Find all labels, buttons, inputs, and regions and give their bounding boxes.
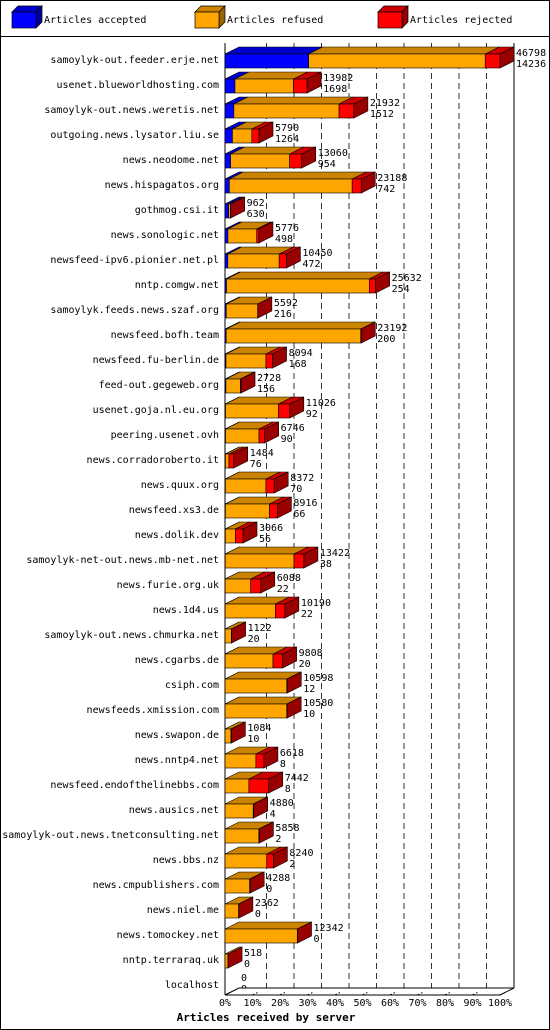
bar-segment xyxy=(225,879,250,893)
bar-segment xyxy=(269,504,277,518)
bar-segment xyxy=(225,629,231,643)
accepted-value-label: 0 xyxy=(266,884,273,895)
bar-segment xyxy=(225,654,273,668)
received-value-label: 10598 xyxy=(303,673,334,684)
category-label: newsfeed.xs3.de xyxy=(128,505,219,516)
bar-segment xyxy=(290,154,302,168)
bar-segment xyxy=(252,129,259,143)
category-label: news.ausics.net xyxy=(128,805,219,816)
x-tick-label: 60% xyxy=(380,998,400,1009)
bar-segment xyxy=(279,254,286,268)
accepted-value-label: 90 xyxy=(280,434,293,445)
received-value-label: 5592 xyxy=(273,298,298,309)
accepted-value-label: 2 xyxy=(275,834,282,845)
bar-segment xyxy=(235,529,243,543)
x-tick-label: 100% xyxy=(487,998,513,1009)
bar-segment xyxy=(225,554,294,568)
category-label: news.nntp4.net xyxy=(134,755,219,766)
bar-segment xyxy=(251,579,261,593)
received-value-label: 0 xyxy=(241,973,248,984)
bar-segment xyxy=(225,104,234,118)
accepted-value-label: 216 xyxy=(273,309,292,320)
category-label: newsfeeds.xmission.com xyxy=(86,705,219,716)
category-label: news.sonologic.net xyxy=(110,230,219,241)
x-tick-label: 80% xyxy=(435,998,455,1009)
category-label: samoylyk.feeds.news.szaf.org xyxy=(50,305,219,316)
bar-segment xyxy=(278,404,289,418)
x-tick-label: 50% xyxy=(353,998,372,1009)
received-value-label: 25632 xyxy=(391,273,422,284)
received-value-label: 23188 xyxy=(377,173,408,184)
bar-segment xyxy=(226,279,369,293)
received-value-label: 962 xyxy=(246,198,265,209)
accepted-value-label: 14236 xyxy=(516,59,547,70)
category-label: samoylyk-out.news.chmurka.net xyxy=(44,630,219,641)
category-label: news.furie.org.uk xyxy=(116,580,219,591)
received-value-label: 6746 xyxy=(280,423,305,434)
received-value-label: 6618 xyxy=(279,748,304,759)
received-value-label: 8372 xyxy=(290,473,315,484)
bar-segment xyxy=(259,429,265,443)
bar-segment xyxy=(225,779,249,793)
bar-segment xyxy=(234,104,339,118)
received-value-label: 10580 xyxy=(303,698,334,709)
x-tick-label: 0% xyxy=(218,998,232,1009)
category-label: usenet.blueworldhosting.com xyxy=(56,80,219,91)
bar-segment xyxy=(256,754,264,768)
bar-segment xyxy=(225,579,251,593)
accepted-value-label: 22 xyxy=(300,609,313,620)
bar-segment-top xyxy=(225,922,311,929)
category-label: newsfeed.fu-berlin.de xyxy=(92,355,219,366)
received-value-label: 6088 xyxy=(276,573,301,584)
received-value-label: 8916 xyxy=(293,498,318,509)
accepted-value-label: 254 xyxy=(391,284,410,295)
bar-segment xyxy=(225,904,239,918)
received-value-label: 11026 xyxy=(305,398,336,409)
category-label: news.cmpublishers.com xyxy=(92,880,219,891)
bar-segment xyxy=(226,379,240,393)
received-value-label: 8094 xyxy=(288,348,313,359)
category-label: news.tomockey.net xyxy=(116,930,219,941)
received-value-label: 4288 xyxy=(266,873,291,884)
received-value-label: 13422 xyxy=(319,548,350,559)
bar-segment xyxy=(294,554,304,568)
accepted-value-label: 630 xyxy=(246,209,265,220)
category-label: samoylyk-out.news.tnetconsulting.net xyxy=(2,830,219,841)
bar-segment xyxy=(309,54,486,68)
received-value-label: 1484 xyxy=(249,448,274,459)
accepted-value-label: 2 xyxy=(289,859,296,870)
legend-label: Articles refused xyxy=(227,15,324,26)
bar-segment-top xyxy=(309,47,500,54)
bar-segment xyxy=(235,79,293,93)
received-value-label: 10190 xyxy=(300,598,331,609)
bar-segment xyxy=(225,854,267,868)
received-value-label: 12342 xyxy=(313,923,344,934)
bar-segment xyxy=(225,229,228,243)
bar-segment xyxy=(225,829,259,843)
accepted-value-label: 10 xyxy=(247,734,260,745)
received-value-label: 23192 xyxy=(377,323,408,334)
accepted-value-label: 8 xyxy=(284,784,291,795)
received-value-label: 8240 xyxy=(289,848,314,859)
bar-segment xyxy=(225,479,266,493)
legend-label: Articles accepted xyxy=(44,15,147,26)
bar-segment xyxy=(266,479,274,493)
received-value-label: 5790 xyxy=(275,123,300,134)
accepted-value-label: 20 xyxy=(298,659,311,670)
category-label: news.niel.me xyxy=(146,905,219,916)
category-label: feed-out.gegeweb.org xyxy=(98,380,219,391)
category-label: news.cgarbs.de xyxy=(134,655,219,666)
legend-swatch xyxy=(195,12,219,28)
category-label: news.hispagatos.org xyxy=(104,180,219,191)
bar-segment-top xyxy=(229,172,366,179)
x-tick-label: 30% xyxy=(298,998,317,1009)
received-value-label: 1122 xyxy=(247,623,272,634)
bar-segment-top xyxy=(225,47,323,54)
accepted-value-label: 156 xyxy=(257,384,276,395)
accepted-value-label: 1698 xyxy=(323,84,348,95)
category-label: news.neodome.net xyxy=(122,155,219,166)
bar-segment xyxy=(293,79,307,93)
bar-segment xyxy=(228,229,257,243)
bar-segment xyxy=(226,329,361,343)
accepted-value-label: 0 xyxy=(244,959,251,970)
accepted-value-label: 76 xyxy=(249,459,262,470)
bar-segment xyxy=(249,779,269,793)
bar-segment xyxy=(226,404,279,418)
bar-segment xyxy=(228,254,279,268)
bar-segment xyxy=(257,229,259,243)
bar-segment xyxy=(266,354,273,368)
category-label: newsfeed.bofh.team xyxy=(110,330,219,341)
category-label: news.1d4.us xyxy=(152,605,219,616)
bar-segment xyxy=(229,454,234,468)
received-value-label: 21932 xyxy=(369,98,400,109)
bar-segment xyxy=(225,504,269,518)
accepted-value-label: 498 xyxy=(274,234,294,245)
accepted-value-label: 472 xyxy=(302,259,321,270)
accepted-value-label: 0 xyxy=(313,934,320,945)
accepted-value-label: 0 xyxy=(254,909,261,920)
bar-segment xyxy=(225,754,256,768)
bar-segment xyxy=(369,279,375,293)
accepted-value-label: 22 xyxy=(276,584,289,595)
category-label: newsfeed-ipv6.pionier.net.pl xyxy=(50,255,219,266)
bar-segment xyxy=(225,204,229,218)
bar-segment-top xyxy=(226,272,383,279)
bar-segment xyxy=(226,304,257,318)
category-label: localhost xyxy=(164,980,219,991)
category-label: news.corradoroberto.it xyxy=(86,455,219,466)
bar-segment xyxy=(225,454,229,468)
floor-plane xyxy=(225,988,514,995)
bar-segment xyxy=(275,604,285,618)
category-label: outgoing.news.lysator.liu.se xyxy=(50,130,219,141)
accepted-value-label: 10 xyxy=(303,709,316,720)
bar-segment xyxy=(225,254,228,268)
received-value-label: 1084 xyxy=(247,723,272,734)
accepted-value-label: 20 xyxy=(247,634,260,645)
bar-segment-top xyxy=(234,97,353,104)
bar-segment xyxy=(485,54,500,68)
x-tick-label: 90% xyxy=(463,998,482,1009)
bar-segment xyxy=(273,654,283,668)
x-axis-title: Articles received by server xyxy=(176,1011,356,1024)
bar-segment xyxy=(225,954,228,968)
category-label: samoylyk-out.news.weretis.net xyxy=(44,105,219,116)
bar-segment xyxy=(226,429,259,443)
accepted-value-label: 66 xyxy=(293,509,306,520)
received-value-label: 13060 xyxy=(317,148,348,159)
received-value-label: 5858 xyxy=(275,823,300,834)
bar-segment xyxy=(225,729,231,743)
category-label: csiph.com xyxy=(164,680,219,691)
bar-segment xyxy=(225,54,309,68)
legend-swatch xyxy=(378,12,402,28)
category-label: nntp.comgw.net xyxy=(134,280,219,291)
legend-label: Articles rejected xyxy=(410,15,513,26)
x-tick-label: 70% xyxy=(408,998,427,1009)
accepted-value-label: 92 xyxy=(305,409,318,420)
bar-segment xyxy=(225,804,253,818)
category-label: news.swapon.de xyxy=(134,730,219,741)
accepted-value-label: 38 xyxy=(319,559,332,570)
accepted-value-label: 56 xyxy=(259,534,272,545)
x-tick-label: 10% xyxy=(243,998,262,1009)
category-label: newsfeed.endofthelinebbs.com xyxy=(50,780,219,791)
accepted-value-label: 742 xyxy=(377,184,396,195)
accepted-value-label: 1512 xyxy=(369,109,394,120)
received-value-label: 13982 xyxy=(323,73,354,84)
bar-segment xyxy=(225,154,231,168)
category-label: gothmog.csi.it xyxy=(134,205,219,216)
bar-segment xyxy=(225,679,287,693)
legend-swatch xyxy=(12,12,36,28)
received-value-label: 46798 xyxy=(516,48,547,59)
category-label: usenet.goja.nl.eu.org xyxy=(92,405,219,416)
accepted-value-label: 70 xyxy=(290,484,303,495)
bar-segment xyxy=(225,929,297,943)
accepted-value-label: 4 xyxy=(269,809,276,820)
accepted-value-label: 200 xyxy=(377,334,396,345)
category-label: news.quux.org xyxy=(140,480,219,491)
category-label: news.dolik.dev xyxy=(134,530,219,541)
x-tick-label: 40% xyxy=(325,998,345,1009)
bar-segment xyxy=(226,354,266,368)
bar-segment xyxy=(339,104,354,118)
accepted-value-label: 1264 xyxy=(275,134,300,145)
bar-segment xyxy=(229,179,352,193)
received-value-label: 518 xyxy=(244,948,263,959)
category-label: peering.usenet.ovh xyxy=(110,430,219,441)
bar-segment xyxy=(225,129,232,143)
category-label: samoylyk-net-out.news.mb-net.net xyxy=(26,555,219,566)
x-tick-label: 20% xyxy=(270,998,290,1009)
bar-segment xyxy=(225,704,287,718)
bar-segment xyxy=(225,529,235,543)
category-label: samoylyk-out.feeder.erje.net xyxy=(50,55,219,66)
accepted-value-label: 168 xyxy=(288,359,307,370)
received-value-label: 4880 xyxy=(269,798,294,809)
received-value-label: 7442 xyxy=(284,773,309,784)
accepted-value-label: 954 xyxy=(317,159,336,170)
category-label: news.bbs.nz xyxy=(152,855,219,866)
received-value-label: 2362 xyxy=(254,898,279,909)
bar-segment xyxy=(352,179,361,193)
bar-segment xyxy=(225,79,235,93)
received-value-label: 9808 xyxy=(298,648,323,659)
category-label: nntp.terraraq.uk xyxy=(122,955,219,966)
bar-segment xyxy=(225,179,229,193)
received-value-label: 10450 xyxy=(302,248,333,259)
accepted-value-label: 12 xyxy=(303,684,316,695)
received-value-label: 3066 xyxy=(259,523,284,534)
accepted-value-label: 8 xyxy=(279,759,286,770)
bar-segment xyxy=(267,854,274,868)
bar-segment xyxy=(232,129,251,143)
bar-segment xyxy=(225,604,275,618)
bar-segment-top xyxy=(226,322,375,329)
bar-segment xyxy=(231,154,290,168)
received-value-label: 5776 xyxy=(274,223,300,234)
received-value-label: 2728 xyxy=(257,373,282,384)
